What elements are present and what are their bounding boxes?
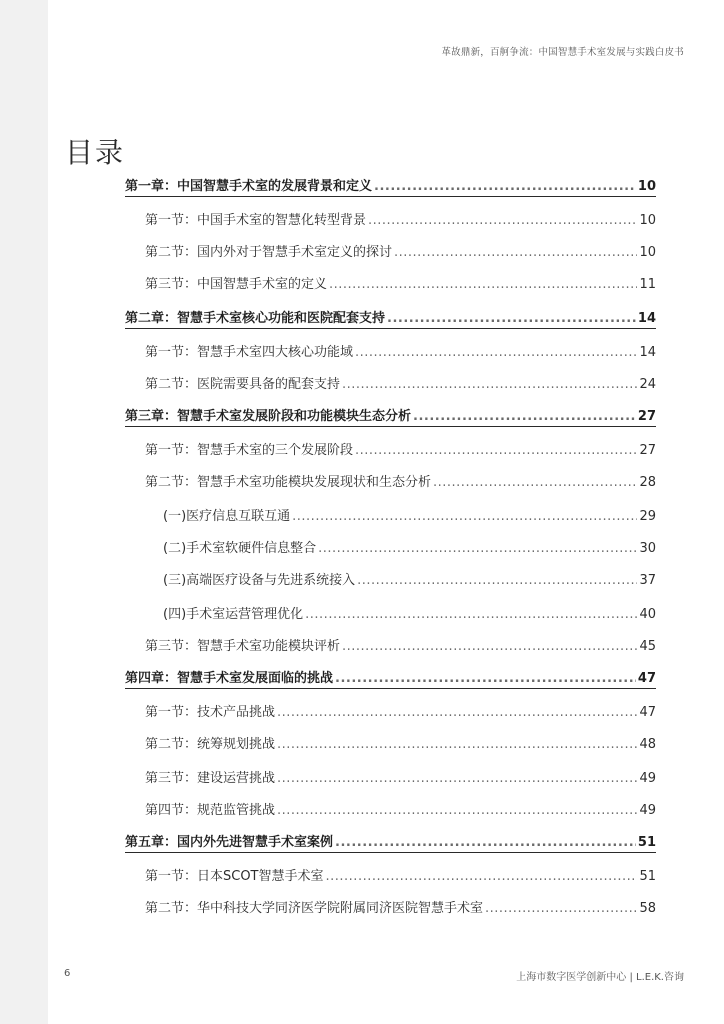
left-margin-band: [0, 0, 48, 1024]
toc-chapter-entry[interactable]: [125, 304, 656, 326]
toc-chapter-entry[interactable]: [125, 172, 656, 194]
dot-leader: [368, 213, 637, 228]
chapter-rule: [125, 852, 656, 853]
dot-leader: [342, 377, 637, 392]
dot-leader: [277, 737, 637, 752]
toc-entry-page: 45: [639, 639, 656, 654]
dot-leader: [292, 509, 637, 524]
dot-leader: [413, 409, 636, 424]
dot-leader: [355, 443, 637, 458]
toc-entry-title: 第二节：统筹规划挑战: [145, 737, 276, 752]
toc-entry-page: 30: [639, 541, 656, 556]
dot-leader: [277, 771, 637, 786]
toc-entry-page: 37: [639, 573, 656, 588]
toc-section-entry[interactable]: [145, 894, 656, 916]
toc-subsection-entry[interactable]: [163, 566, 656, 588]
dot-leader: [485, 901, 637, 916]
dot-leader: [335, 835, 636, 850]
toc-section-entry[interactable]: [145, 238, 656, 260]
toc-entry-page: 51: [637, 835, 656, 850]
dot-leader: [277, 803, 637, 818]
dot-leader: [355, 345, 637, 360]
toc-entry-page: 49: [639, 803, 656, 818]
toc-entry-page: 51: [639, 869, 656, 884]
toc-entry-title: (一)医疗信息互联互通: [163, 509, 291, 524]
dot-leader: [357, 573, 637, 588]
dot-leader: [305, 607, 637, 622]
toc-entry-page: 27: [637, 409, 656, 424]
toc-section-entry[interactable]: [145, 206, 656, 228]
dot-leader: [433, 475, 637, 490]
toc-entry-title: (四)手术室运营管理优化: [163, 607, 304, 622]
toc-entry-title: 第一节：中国手术室的智慧化转型背景: [145, 213, 367, 228]
toc-entry-page: 48: [639, 737, 656, 752]
page-number: 6: [64, 968, 71, 979]
toc-entry-page: 58: [639, 901, 656, 916]
footer-source: 上海市数字医学创新中心 | L.E.K.咨询: [516, 972, 684, 983]
dot-leader: [342, 639, 637, 654]
dot-leader: [329, 277, 637, 292]
toc-entry-title: 第一章：中国智慧手术室的发展背景和定义: [125, 179, 373, 194]
toc-entry-title: 第一节：日本SCOT智慧手术室: [145, 869, 324, 884]
chapter-rule: [125, 426, 656, 427]
toc-section-entry[interactable]: [145, 468, 656, 490]
toc-entry-title: 第二章：智慧手术室核心功能和医院配套支持: [125, 311, 386, 326]
toc-entry-page: 47: [637, 671, 656, 686]
toc-entry-title: 第四节：规范监管挑战: [145, 803, 276, 818]
toc-subsection-entry[interactable]: [163, 600, 656, 622]
toc-entry-page: 47: [639, 705, 656, 720]
toc-entry-page: 11: [639, 277, 656, 292]
toc-entry-page: 10: [639, 213, 656, 228]
toc-section-entry[interactable]: [145, 370, 656, 392]
toc-section-entry[interactable]: [145, 338, 656, 360]
chapter-rule: [125, 688, 656, 689]
toc-section-entry[interactable]: [145, 436, 656, 458]
page-title: 目录: [65, 135, 126, 169]
toc-entry-page: 29: [639, 509, 656, 524]
toc-entry-title: 第五章：国内外先进智慧手术室案例: [125, 835, 334, 850]
toc-entry-title: 第二节：国内外对于智慧手术室定义的探讨: [145, 245, 393, 260]
toc-subsection-entry[interactable]: [163, 502, 656, 524]
toc-entry-title: 第一节：技术产品挑战: [145, 705, 276, 720]
toc-entry-page: 40: [639, 607, 656, 622]
toc-entry-title: 第一节：智慧手术室的三个发展阶段: [145, 443, 354, 458]
dot-leader: [374, 179, 636, 194]
toc-chapter-entry[interactable]: [125, 828, 656, 850]
toc-section-entry[interactable]: [145, 270, 656, 292]
toc-section-entry[interactable]: [145, 632, 656, 654]
dot-leader: [394, 245, 637, 260]
toc-entry-page: 24: [639, 377, 656, 392]
toc-entry-title: 第三章：智慧手术室发展阶段和功能模块生态分析: [125, 409, 412, 424]
toc-entry-page: 27: [639, 443, 656, 458]
dot-leader: [335, 671, 636, 686]
toc-entry-title: 第二节：医院需要具备的配套支持: [145, 377, 341, 392]
toc-entry-title: 第一节：智慧手术室四大核心功能域: [145, 345, 354, 360]
chapter-rule: [125, 196, 656, 197]
toc-section-entry[interactable]: [145, 796, 656, 818]
toc-entry-page: 10: [637, 179, 656, 194]
running-header: 革故鼎新，百舸争流：中国智慧手术室发展与实践白皮书: [441, 47, 684, 58]
toc-chapter-entry[interactable]: [125, 664, 656, 686]
toc-entry-title: (二)手术室软硬件信息整合: [163, 541, 317, 556]
dot-leader: [277, 705, 637, 720]
toc-entry-title: 第三节：建设运营挑战: [145, 771, 276, 786]
toc-entry-page: 14: [639, 345, 656, 360]
toc-entry-title: 第二节：华中科技大学同济医学院附属同济医院智慧手术室: [145, 901, 484, 916]
dot-leader: [318, 541, 637, 556]
toc-chapter-entry[interactable]: [125, 402, 656, 424]
toc-entry-title: 第四章：智慧手术室发展面临的挑战: [125, 671, 334, 686]
toc-entry-title: (三)高端医疗设备与先进系统接入: [163, 573, 356, 588]
toc-section-entry[interactable]: [145, 862, 656, 884]
dot-leader: [387, 311, 636, 326]
toc-entry-page: 10: [639, 245, 656, 260]
toc-section-entry[interactable]: [145, 698, 656, 720]
toc-entry-page: 28: [639, 475, 656, 490]
toc-entry-page: 49: [639, 771, 656, 786]
chapter-rule: [125, 328, 656, 329]
toc-entry-page: 14: [637, 311, 656, 326]
toc-entry-title: 第三节：智慧手术室功能模块评析: [145, 639, 341, 654]
toc-section-entry[interactable]: [145, 730, 656, 752]
toc-entry-title: 第二节：智慧手术室功能模块发展现状和生态分析: [145, 475, 432, 490]
toc-section-entry[interactable]: [145, 764, 656, 786]
toc-subsection-entry[interactable]: [163, 534, 656, 556]
dot-leader: [326, 869, 638, 884]
toc-entry-title: 第三节：中国智慧手术室的定义: [145, 277, 328, 292]
